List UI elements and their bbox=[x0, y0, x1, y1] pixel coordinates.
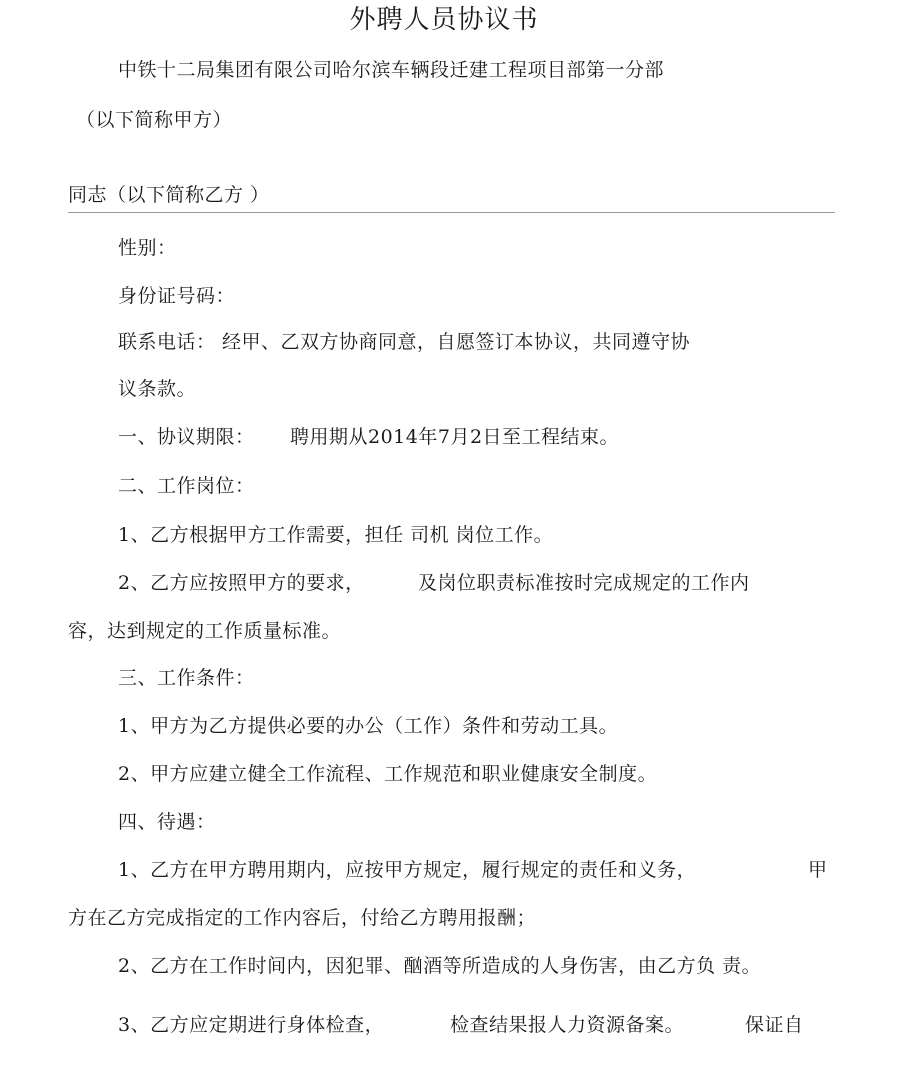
section-4-item-1-continued: 方在乙方完成指定的工作内容后，付给乙方聘用报酬； bbox=[68, 907, 537, 929]
section-3-item-1: 1、甲方为乙方提供必要的办公（工作）条件和劳动工具。 bbox=[118, 715, 619, 737]
consent-line-continued: 议条款。 bbox=[118, 378, 197, 400]
section-4-item-2: 2、乙方在工作时间内，因犯罪、酗酒等所造成的人身伤害，由乙方负 责。 bbox=[118, 955, 762, 977]
section-2-item-2-part-a: 2、乙方应按照甲方的要求， bbox=[118, 572, 365, 594]
party-b-underline bbox=[68, 212, 835, 213]
section-2-item-1: 1、乙方根据甲方工作需要，担任 司机 岗位工作。 bbox=[118, 524, 554, 546]
section-2-heading: 二、工作岗位： bbox=[118, 475, 255, 497]
section-4-heading: 四、待遇： bbox=[118, 811, 216, 833]
section-1-label: 一、协议期限： bbox=[118, 426, 255, 448]
party-a-alias: （以下简称甲方） bbox=[76, 109, 233, 131]
id-number-label: 身份证号码： bbox=[118, 285, 236, 307]
section-4-item-1-part-a: 1、乙方在甲方聘用期内，应按甲方规定，履行规定的责任和义务， bbox=[118, 859, 697, 881]
party-b-line: 同志（以下简称乙方 ） bbox=[68, 184, 270, 206]
section-2-item-2-part-b: 及岗位职责标准按时完成规定的工作内 bbox=[418, 572, 750, 594]
section-3-heading: 三、工作条件： bbox=[118, 667, 255, 689]
section-4-item-3-part-b: 检查结果报人力资源备案。 bbox=[450, 1014, 685, 1036]
section-2-item-2-continued: 容，达到规定的工作质量标准。 bbox=[68, 620, 342, 642]
section-4-item-3-part-c: 保证自 bbox=[745, 1014, 804, 1036]
section-3-item-2: 2、甲方应建立健全工作流程、工作规范和职业健康安全制度。 bbox=[118, 763, 658, 785]
document-title: 外聘人员协议书 bbox=[349, 5, 539, 35]
section-4-item-3-part-a: 3、乙方应定期进行身体检查， bbox=[118, 1014, 385, 1036]
phone-and-consent-line: 联系电话： 经甲、乙双方协商同意，自愿签订本协议，共同遵守协 bbox=[118, 331, 691, 353]
gender-label: 性别： bbox=[118, 237, 177, 259]
section-4-item-1-part-b: 甲 bbox=[808, 859, 828, 881]
section-1-text: 聘用期从2014年7月2日至工程结束。 bbox=[290, 426, 620, 448]
party-a-name: 中铁十二局集团有限公司哈尔滨车辆段迁建工程项目部第一分部 bbox=[118, 59, 665, 81]
